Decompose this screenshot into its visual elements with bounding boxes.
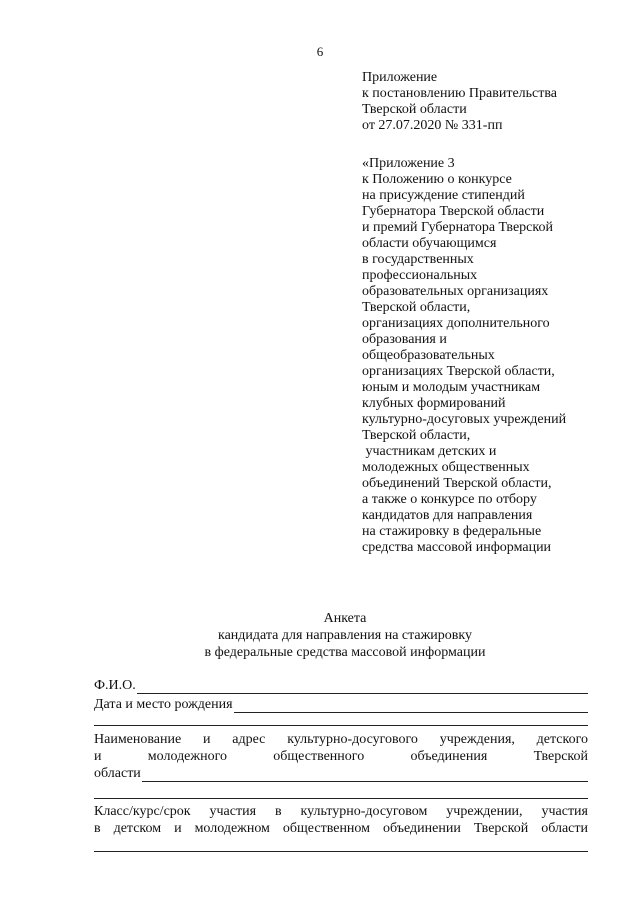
appendix-body-line: кандидатов для направления xyxy=(362,508,533,523)
appendix-body-line: Губернатора Тверской области xyxy=(362,204,545,219)
appendix-body-line: на присуждение стипендий xyxy=(362,188,525,203)
fio-row xyxy=(94,677,588,694)
org-text-line: области xyxy=(94,766,141,781)
blank-line[interactable] xyxy=(94,725,588,726)
title-line: кандидата для направления на стажировку xyxy=(217,628,473,643)
appendix-header-line: к постановлению Правительства xyxy=(362,86,558,101)
class-text-line: Класс/курс/срок участия в культурно-досуговом учреждении, участия xyxy=(94,804,588,819)
page-number: 6 xyxy=(316,44,324,59)
appendix-body-line: области обучающимся xyxy=(362,236,497,251)
appendix-body-line: организациях дополнительного xyxy=(362,316,550,331)
appendix-body-line: Тверской области, xyxy=(362,300,471,315)
appendix-body-line: участникам детских и xyxy=(362,444,497,459)
appendix-body-line: молодежных общественных xyxy=(362,460,530,475)
appendix-body-line: культурно-досуговых учреждений xyxy=(362,412,567,427)
appendix-body-line: юным и молодым участникам xyxy=(362,380,541,395)
appendix-body-line: профессиональных xyxy=(362,268,478,283)
appendix-header-line: от 27.07.2020 № 331-пп xyxy=(362,118,503,133)
birth-row xyxy=(94,696,588,713)
fio-label: Ф.И.О. xyxy=(94,678,136,693)
blank-line-row-2 xyxy=(94,798,588,799)
appendix-body-line: на стажировку в федеральные xyxy=(362,524,542,539)
appendix-body-line: образования и xyxy=(362,332,447,347)
appendix-body-line: к Положению о конкурсе xyxy=(362,172,512,187)
org-text-line: Наименование и адрес культурно-досугового учреждения, детского xyxy=(94,732,588,747)
form-title xyxy=(0,610,640,661)
blank-line[interactable] xyxy=(94,851,588,852)
fio-line[interactable] xyxy=(137,680,588,694)
birth-line[interactable] xyxy=(234,699,588,713)
blank-line-row xyxy=(94,725,588,726)
org-line[interactable] xyxy=(142,768,588,782)
appendix-header-line: Приложение xyxy=(362,70,438,85)
appendix-block xyxy=(362,70,566,556)
appendix-body-line: клубных формирований xyxy=(362,396,506,411)
appendix-body-line: в государственных xyxy=(362,252,474,267)
appendix-body-line: объединений Тверской области, xyxy=(362,476,552,491)
org-text-line: и молодежного общественного объединения Тверской xyxy=(94,749,588,764)
org-block xyxy=(94,731,588,782)
title-line: Анкета xyxy=(323,611,367,626)
appendix-body-line: организациях Тверской области, xyxy=(362,364,555,379)
appendix-body-line: и премий Губернатора Тверской xyxy=(362,220,553,235)
appendix-body-line: образовательных организациях xyxy=(362,284,549,299)
birth-label: Дата и место рождения xyxy=(94,697,233,712)
appendix-body-line: Тверской области, xyxy=(362,428,471,443)
title-line: в федеральные средства массовой информации xyxy=(204,645,486,660)
appendix-header-line: Тверской области xyxy=(362,102,467,117)
class-block xyxy=(94,803,588,837)
blank-line[interactable] xyxy=(94,798,588,799)
class-text-line: в детском и молодежном общественном объединении Тверской области xyxy=(94,821,588,836)
appendix-body-line: а также о конкурсе по отбору xyxy=(362,492,537,507)
appendix-body-line: «Приложение 3 xyxy=(362,156,455,171)
appendix-body-line: средства массовой информации xyxy=(362,540,552,555)
blank-line-row-3 xyxy=(94,851,588,852)
appendix-body-line: общеобразовательных xyxy=(362,348,495,363)
